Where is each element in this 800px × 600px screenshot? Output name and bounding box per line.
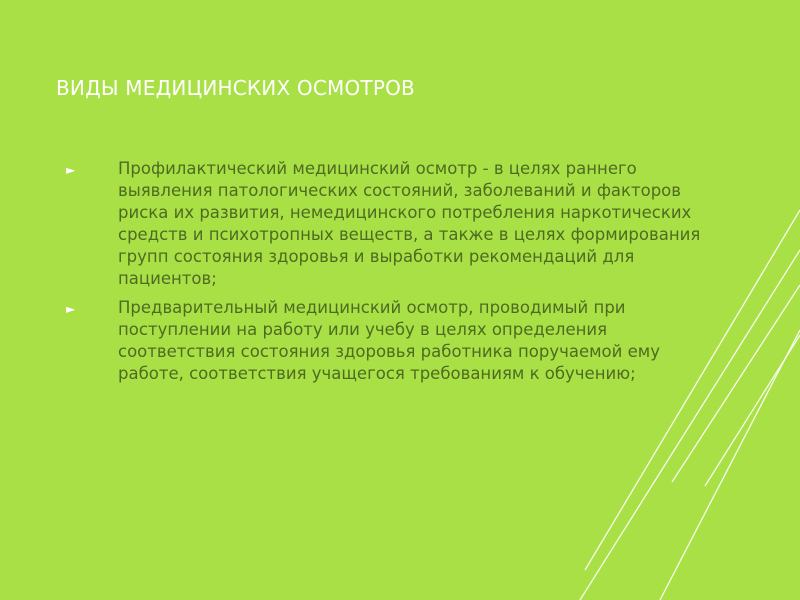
- slide-title: ВИДЫ МЕДИЦИНСКИХ ОСМОТРОВ: [56, 76, 415, 100]
- bullet-text-preventive-exam: Профилактический медицинский осмотр - в целях раннего выявления патологических состояний, заболеваний и факторов риска их развития, немедицинского потребления наркотических средств и психотропных веществ, а также в целях формирования групп состояния здоровья и выработки рекомендаций для пациентов;: [118, 159, 701, 288]
- bullet-item: [64, 297, 704, 385]
- triangle-bullet-icon: ►: [66, 302, 76, 316]
- triangle-bullet-icon: ►: [66, 163, 76, 177]
- bullet-item: [64, 158, 704, 290]
- bullet-list: [64, 158, 704, 392]
- bullet-text-preliminary-exam: Предварительный медицинский осмотр, проводимый при поступлении на работу или учебу в целях определения соответствия состояния здоровья работника поручаемой ему работе, соответствия учащегося требованиям к обучению;: [118, 298, 660, 383]
